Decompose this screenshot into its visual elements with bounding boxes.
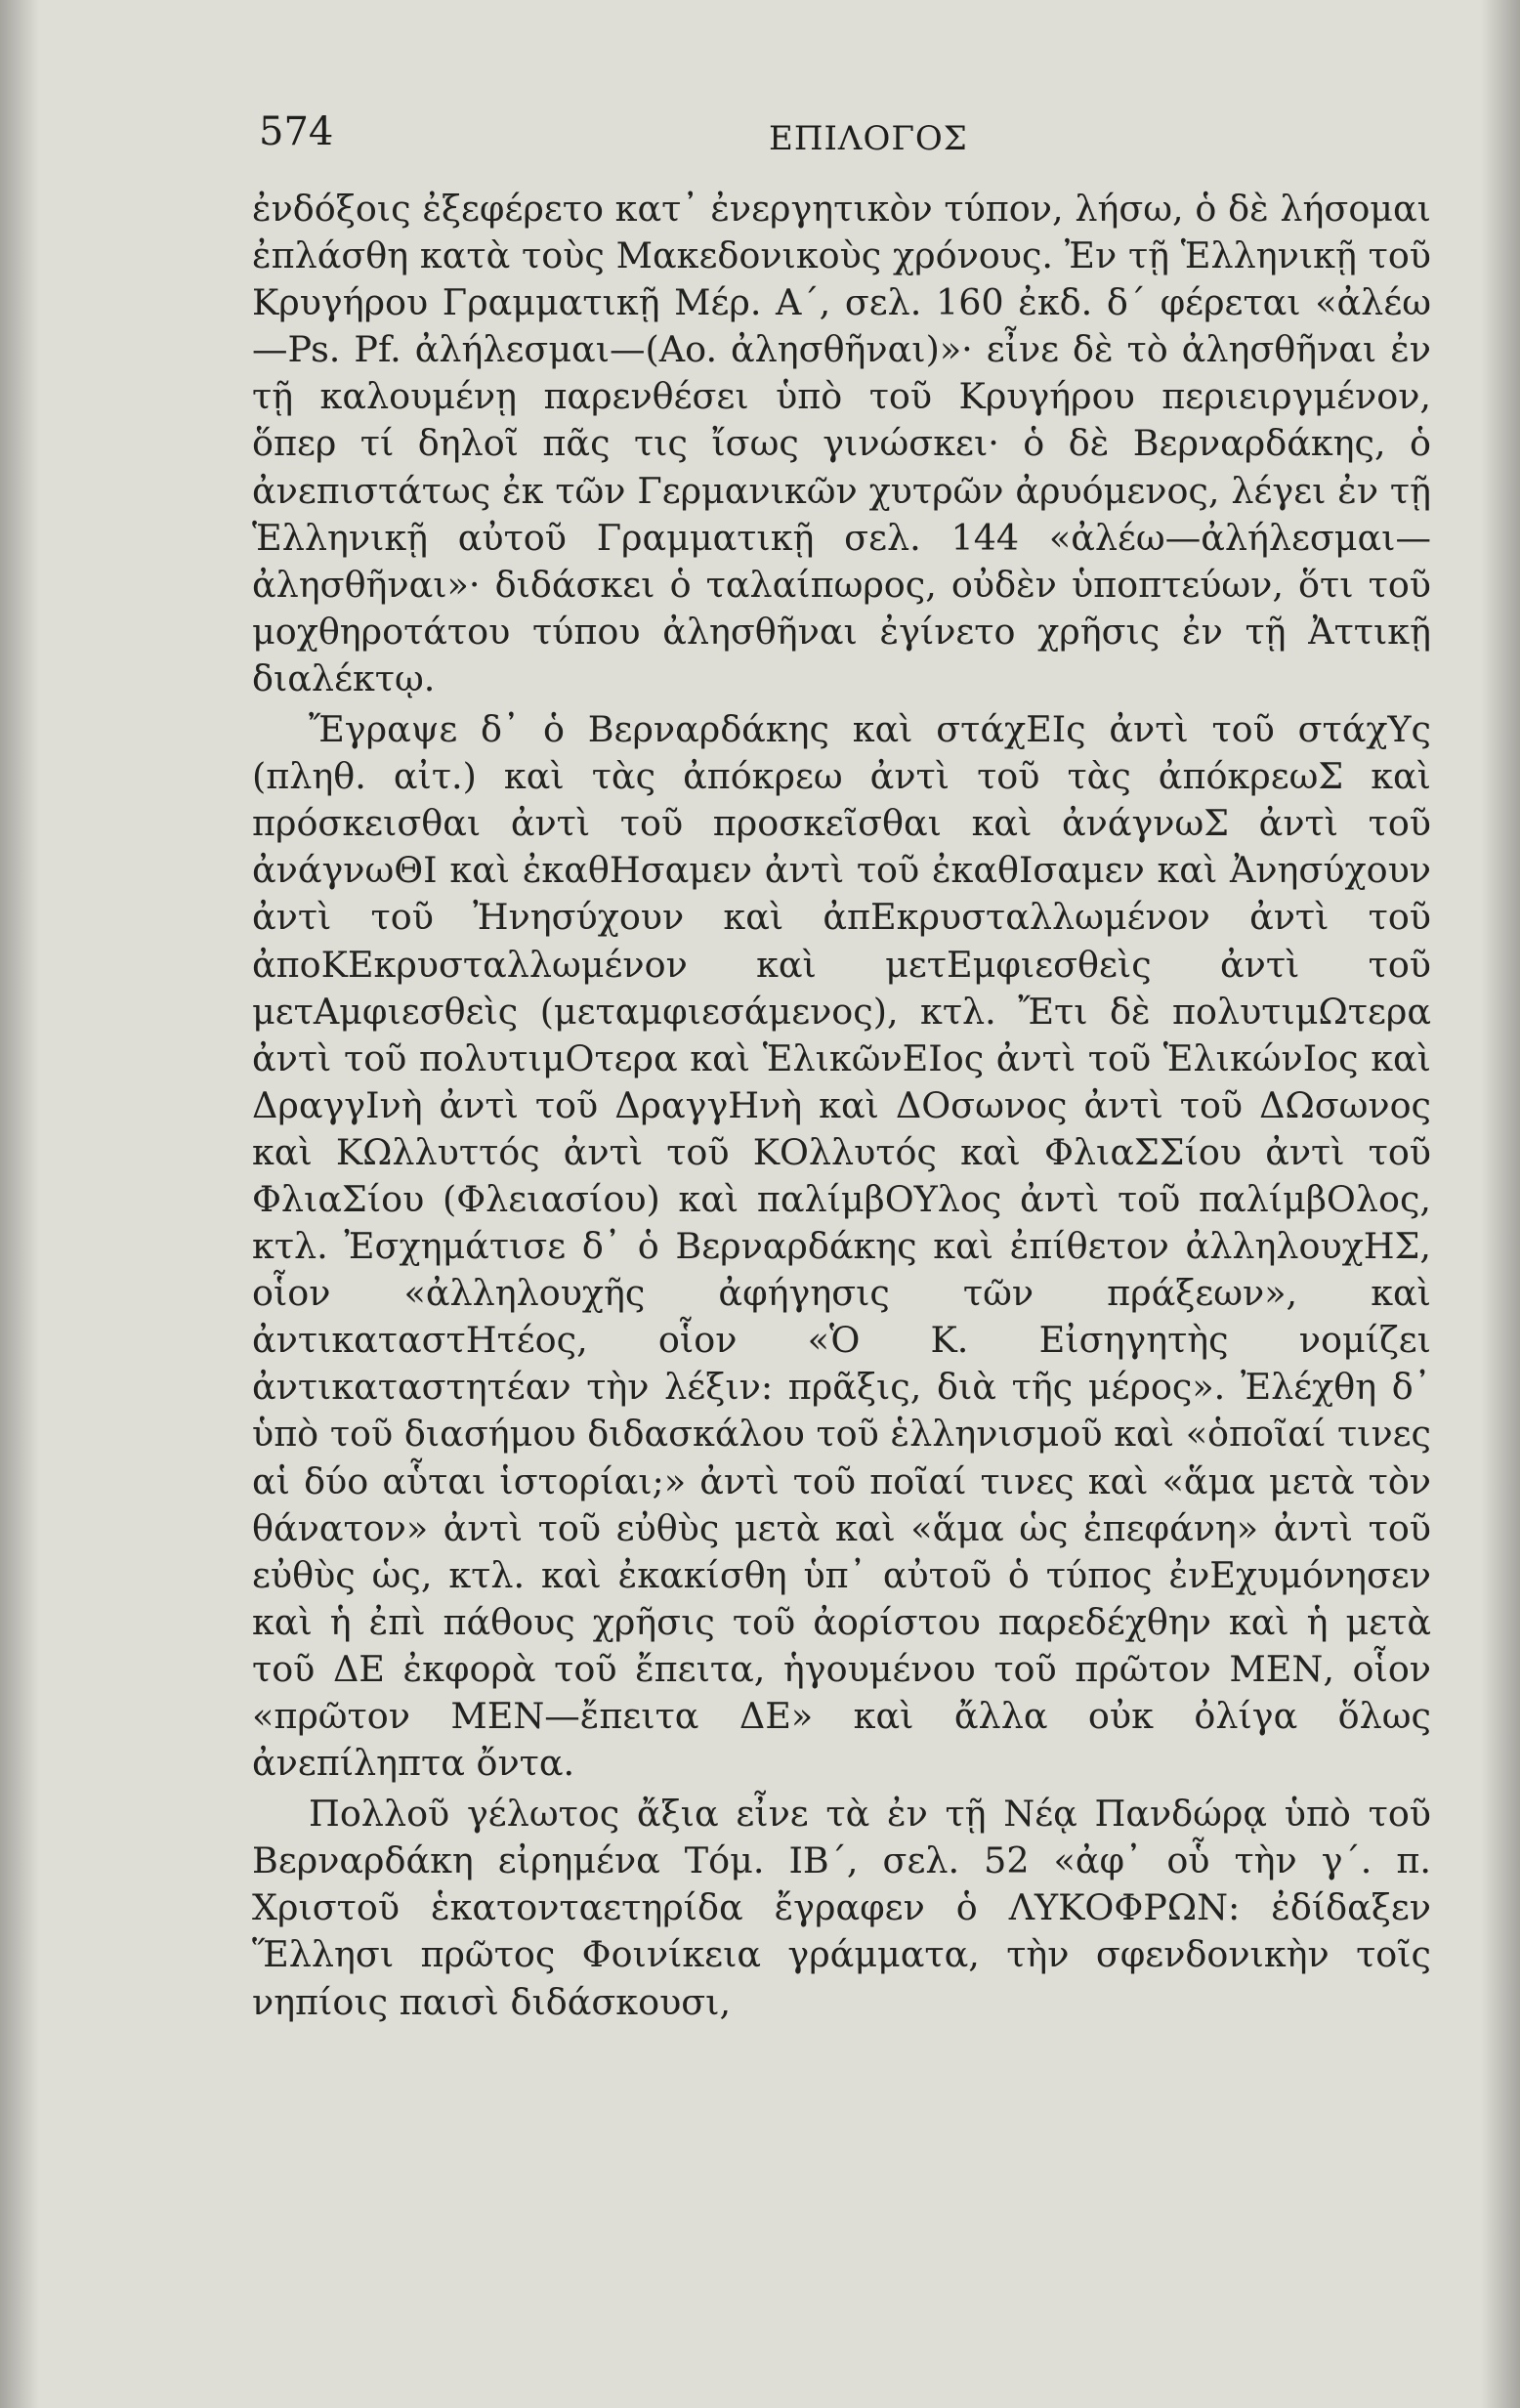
page-edge-shadow (0, 0, 39, 2408)
paragraph: Πολλοῦ γέλωτος ἄξια εἶνε τὰ ἐν τῇ Νέᾳ Πανδώρᾳ ὑπὸ τοῦ Βερναρδάκη εἰρημένα Τόμ. ΙΒ΄, σελ. 52 «ἀφ᾽ οὗ τὴν γ΄. π. Χριστοῦ ἑκατονταετηρίδα ἔγραφεν ὁ ΛΥΚΟΦΡΩΝ: ἐδίδαξεν Ἕλλησι πρῶτος Φοινίκεια γράμματα, τὴν σφενδονικὴν τοῖς νηπίοις παισὶ διδάσκουσι, (252, 1793, 1431, 2023)
paragraph: Ἔγραψε δ᾽ ὁ Βερναρδάκης καὶ στάχΕΙς ἀντὶ τοῦ στάχΥς (πληθ. αἰτ.) καὶ τὰς ἀπόκρεω ἀντὶ τοῦ τὰς ἀπόκρεωΣ καὶ πρόσκεισθαι ἀντὶ τοῦ προσκεῖσθαι καὶ ἀνάγνωΣ ἀντὶ τοῦ ἀνάγνωΘΙ καὶ ἐκαθΗσαμεν ἀντὶ τοῦ ἐκαθΙσαμεν καὶ Ἀνησύχουν ἀντὶ τοῦ Ἠνησύχουν καὶ ἀπΕκρυσταλλωμένον ἀντὶ τοῦ ἀποΚΕκρυσταλλωμένον καὶ μετΕμφιεσθεὶς ἀντὶ τοῦ μετΑμφιεσθεὶς (μεταμφιεσάμενος), κτλ. Ἔτι δὲ πολυτιμΩτερα ἀντὶ τοῦ πολυτιμΟτερα καὶ ἙλικῶνΕΙος ἀντὶ τοῦ ἙλικώνΙος καὶ ΔραγγΙνὴ ἀντὶ τοῦ ΔραγγΗνὴ καὶ ΔΟσωνος ἀντὶ τοῦ ΔΩσωνος καὶ ΚΩλλυττός ἀντὶ τοῦ ΚΟλλυτός καὶ ΦλιαΣΣίου ἀντὶ τοῦ ΦλιαΣίου (Φλειασίου) καὶ παλίμβΟΥλος ἀντὶ τοῦ παλίμβΟλος, κτλ. Ἐσχημάτισε δ᾽ ὁ Βερναρδάκης καὶ ἐπίθετον ἀλληλουχΗΣ, οἷον «ἀλληλουχῆς ἀφήγησις τῶν πράξεων», καὶ ἀντικαταστΗτέος, οἷον «Ὁ Κ. Εἰσηγητὴς νομίζει ἀντικαταστητέαν τὴν λέξιν: πρᾶξις, διὰ τῆς μέρος». Ἐλέχθη δ᾽ ὑπὸ τοῦ διασήμου διδασκάλου τοῦ ἑλληνισμοῦ καὶ «ὁποῖαί τινες αἱ δύο αὗται ἱστορίαι;» ἀντὶ τοῦ ποῖαί τινες καὶ «ἅμα μετὰ τὸν θάνατον» ἀντὶ τοῦ εὐθὺς μετὰ καὶ «ἅμα ὡς ἐπεφάνη» ἀντὶ τοῦ εὐθὺς ὡς, κτλ. καὶ ἐκακίσθη ὑπ᾽ αὐτοῦ ὁ τύπος ἐνΕχυμόνησεν καὶ ἡ ἐπὶ πάθους χρῆσις τοῦ ἀορίστου παρεδέχθην καὶ ἡ μετὰ τοῦ ΔΕ ἐκφορὰ τοῦ ἔπειτα, ἡγουμένου τοῦ πρῶτον ΜΕΝ, οἷον «πρῶτον ΜΕΝ—ἔπειτα ΔΕ» καὶ ἄλλα οὐκ ὀλίγα ὅλως ἀνεπίληπτα ὄντα. (252, 708, 1431, 1785)
paragraph: ἐνδόξοις ἐξεφέρετο κατ᾽ ἐνεργητικὸν τύπον, λήσω, ὁ δὲ λήσομαι ἐπλάσθη κατὰ τοὺς Μακεδονικοὺς χρόνους. Ἐν τῇ Ἑλληνικῇ τοῦ Κρυγήρου Γραμματικῇ Μέρ. Α΄, σελ. 160 ἐκδ. δ΄ φέρεται «ἀλέω—Ps. Pf. ἀλήλεσμαι—(Ao. ἀλησθῆναι)»· εἶνε δὲ τὸ ἀλησθῆναι ἐν τῇ καλουμένῃ παρενθέσει ὑπὸ τοῦ Κρυγήρου περιειργμένον, ὅπερ τί δηλοῖ πᾶς τις ἴσως γινώσκει· ὁ δὲ Βερναρδάκης, ὁ ἀνεπιστάτως ἐκ τῶν Γερμανικῶν χυτρῶν ἀρυόμενος, λέγει ἐν τῇ Ἑλληνικῇ αὐτοῦ Γραμματικῇ σελ. 144 «ἀλέω—ἀλήλεσμαι—ἀλησθῆναι»· διδάσκει ὁ ταλαίπωρος, οὐδὲν ὑποπτεύων, ὅτι τοῦ μοχθηροτάτου τύπου ἀλησθῆναι ἐγίνετο χρῆσις ἐν τῇ Ἀττικῇ διαλέκτῳ. (252, 188, 1431, 699)
running-title: ΕΠΙΛΟΓΟΣ (769, 119, 968, 158)
page-edge-shadow (1481, 0, 1520, 2408)
running-head (259, 109, 1426, 168)
body-text (252, 186, 1431, 2026)
page-number: 574 (259, 109, 334, 154)
